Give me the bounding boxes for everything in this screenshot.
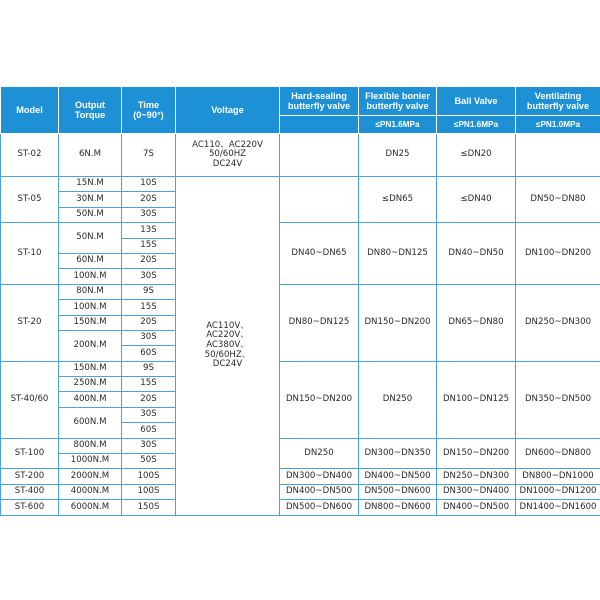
voltage-cell: AC110、AC220V 50/60HZ DC24V [176, 134, 280, 177]
model-cell: ST-40/60 [1, 361, 59, 438]
flexible-cell: DN25 [359, 134, 437, 177]
time-cell: 20S [122, 253, 176, 268]
header-flexible: Flexible bonier butterfly valve [359, 87, 437, 116]
time-cell: 100S [122, 469, 176, 484]
ball-valve-cell: DN40~DN50 [437, 223, 516, 285]
table-row [1, 469, 600, 484]
header-voltage: Voltage [176, 87, 280, 134]
torque-cell: 50N.M [59, 207, 122, 222]
model-cell: ST-20 [1, 284, 59, 361]
torque-cell: 100N.M [59, 300, 122, 315]
flexible-cell: DN80~DN125 [359, 223, 437, 285]
flexible-cell: DN800~DN600 [359, 500, 437, 515]
table-row [1, 223, 600, 238]
torque-cell: 1000N.M [59, 454, 122, 469]
hard-sealing-cell: DN400~DN500 [280, 484, 359, 499]
ball-valve-cell: DN150~DN200 [437, 438, 516, 469]
torque-cell: 80N.M [59, 284, 122, 299]
table-row [1, 484, 600, 499]
time-cell: 60S [122, 346, 176, 361]
time-cell: 15S [122, 300, 176, 315]
hard-sealing-cell: DN250 [280, 438, 359, 469]
torque-cell: 200N.M [59, 330, 122, 361]
time-cell: 15S [122, 377, 176, 392]
time-cell: 20S [122, 192, 176, 207]
table-row [1, 284, 600, 299]
torque-cell: 800N.M [59, 438, 122, 453]
model-cell: ST-02 [1, 134, 59, 177]
header-pn-hard [280, 116, 359, 134]
flexible-cell: DN150~DN200 [359, 284, 437, 361]
ball-valve-cell: ≤DN40 [437, 177, 516, 223]
time-cell: 150S [122, 500, 176, 515]
hard-sealing-cell: DN80~DN125 [280, 284, 359, 361]
torque-cell: 2000N.M [59, 469, 122, 484]
ball-valve-cell: DN100~DN125 [437, 361, 516, 438]
time-cell: 20S [122, 315, 176, 330]
ball-valve-cell: ≤DN20 [437, 134, 516, 177]
ball-valve-cell: DN400~DN500 [437, 500, 516, 515]
flexible-cell: DN250 [359, 361, 437, 438]
torque-cell: 30N.M [59, 192, 122, 207]
table-row [1, 177, 600, 192]
time-cell: 7S [122, 134, 176, 177]
ventilating-cell: DN250~DN300 [516, 284, 600, 361]
time-cell: 50S [122, 454, 176, 469]
model-cell: ST-100 [1, 438, 59, 469]
ventilating-cell: DN600~DN800 [516, 438, 600, 469]
torque-cell: 15N.M [59, 177, 122, 192]
time-cell: 30S [122, 438, 176, 453]
ball-valve-cell: DN65~DN80 [437, 284, 516, 361]
time-cell: 20S [122, 392, 176, 407]
time-cell: 30S [122, 407, 176, 422]
time-cell: 100S [122, 484, 176, 499]
table-row [1, 438, 600, 453]
torque-cell: 6N.M [59, 134, 122, 177]
torque-cell: 150N.M [59, 361, 122, 376]
header-ventilating: Ventilating butterfly valve [516, 87, 600, 116]
flexible-cell: DN400~DN500 [359, 469, 437, 484]
hard-sealing-cell: DN40~DN65 [280, 223, 359, 285]
time-cell: 15S [122, 238, 176, 253]
time-cell: 30S [122, 207, 176, 222]
header-pn-flexible: ≤PN1.6MPa [359, 116, 437, 134]
header-pn-ventilating: ≤PN1.0MPa [516, 116, 600, 134]
time-cell: 9S [122, 284, 176, 299]
flexible-cell: ≤DN65 [359, 177, 437, 223]
header-output-torque: Output Torque [59, 87, 122, 134]
model-cell: ST-10 [1, 223, 59, 285]
ball-valve-cell: DN300~DN400 [437, 484, 516, 499]
torque-cell: 6000N.M [59, 500, 122, 515]
ventilating-cell [516, 134, 600, 177]
header-ball-valve: Ball Valve [437, 87, 516, 116]
time-cell: 30S [122, 330, 176, 345]
hard-sealing-cell [280, 134, 359, 177]
torque-cell: 250N.M [59, 377, 122, 392]
table-row [1, 134, 600, 177]
torque-cell: 60N.M [59, 253, 122, 268]
header-model: Model [1, 87, 59, 134]
shared-voltage-cell: AC110V、 AC220V、 AC380V、 50/60HZ、 DC24V [176, 177, 280, 516]
time-cell: 13S [122, 223, 176, 238]
ball-valve-cell: DN250~DN300 [437, 469, 516, 484]
flexible-cell: DN300~DN350 [359, 438, 437, 469]
torque-cell: 4000N.M [59, 484, 122, 499]
time-cell: 30S [122, 269, 176, 284]
table-row [1, 361, 600, 376]
torque-cell: 100N.M [59, 269, 122, 284]
header-time: Time (0~90°) [122, 87, 176, 134]
hard-sealing-cell: DN300~DN400 [280, 469, 359, 484]
hard-sealing-cell: DN500~DN600 [280, 500, 359, 515]
torque-cell: 600N.M [59, 407, 122, 438]
ventilating-cell: DN1000~DN1200 [516, 484, 600, 499]
time-cell: 9S [122, 361, 176, 376]
actuator-spec-table [0, 86, 600, 516]
header-pn-ball: ≤PN1.6MPa [437, 116, 516, 134]
ventilating-cell: DN100~DN200 [516, 223, 600, 285]
torque-cell: 50N.M [59, 223, 122, 254]
ventilating-cell: DN800~DN1000 [516, 469, 600, 484]
time-cell: 10S [122, 177, 176, 192]
hard-sealing-cell [280, 177, 359, 223]
model-cell: ST-05 [1, 177, 59, 223]
hard-sealing-cell: DN150~DN200 [280, 361, 359, 438]
ventilating-cell: DN350~DN500 [516, 361, 600, 438]
torque-cell: 400N.M [59, 392, 122, 407]
model-cell: ST-600 [1, 500, 59, 515]
ventilating-cell: DN50~DN80 [516, 177, 600, 223]
ventilating-cell: DN1400~DN1600 [516, 500, 600, 515]
torque-cell: 150N.M [59, 315, 122, 330]
table-row [1, 500, 600, 515]
model-cell: ST-400 [1, 484, 59, 499]
header-hard-sealing: Hard-sealing butterfly valve [280, 87, 359, 116]
time-cell: 60S [122, 423, 176, 438]
model-cell: ST-200 [1, 469, 59, 484]
flexible-cell: DN500~DN600 [359, 484, 437, 499]
